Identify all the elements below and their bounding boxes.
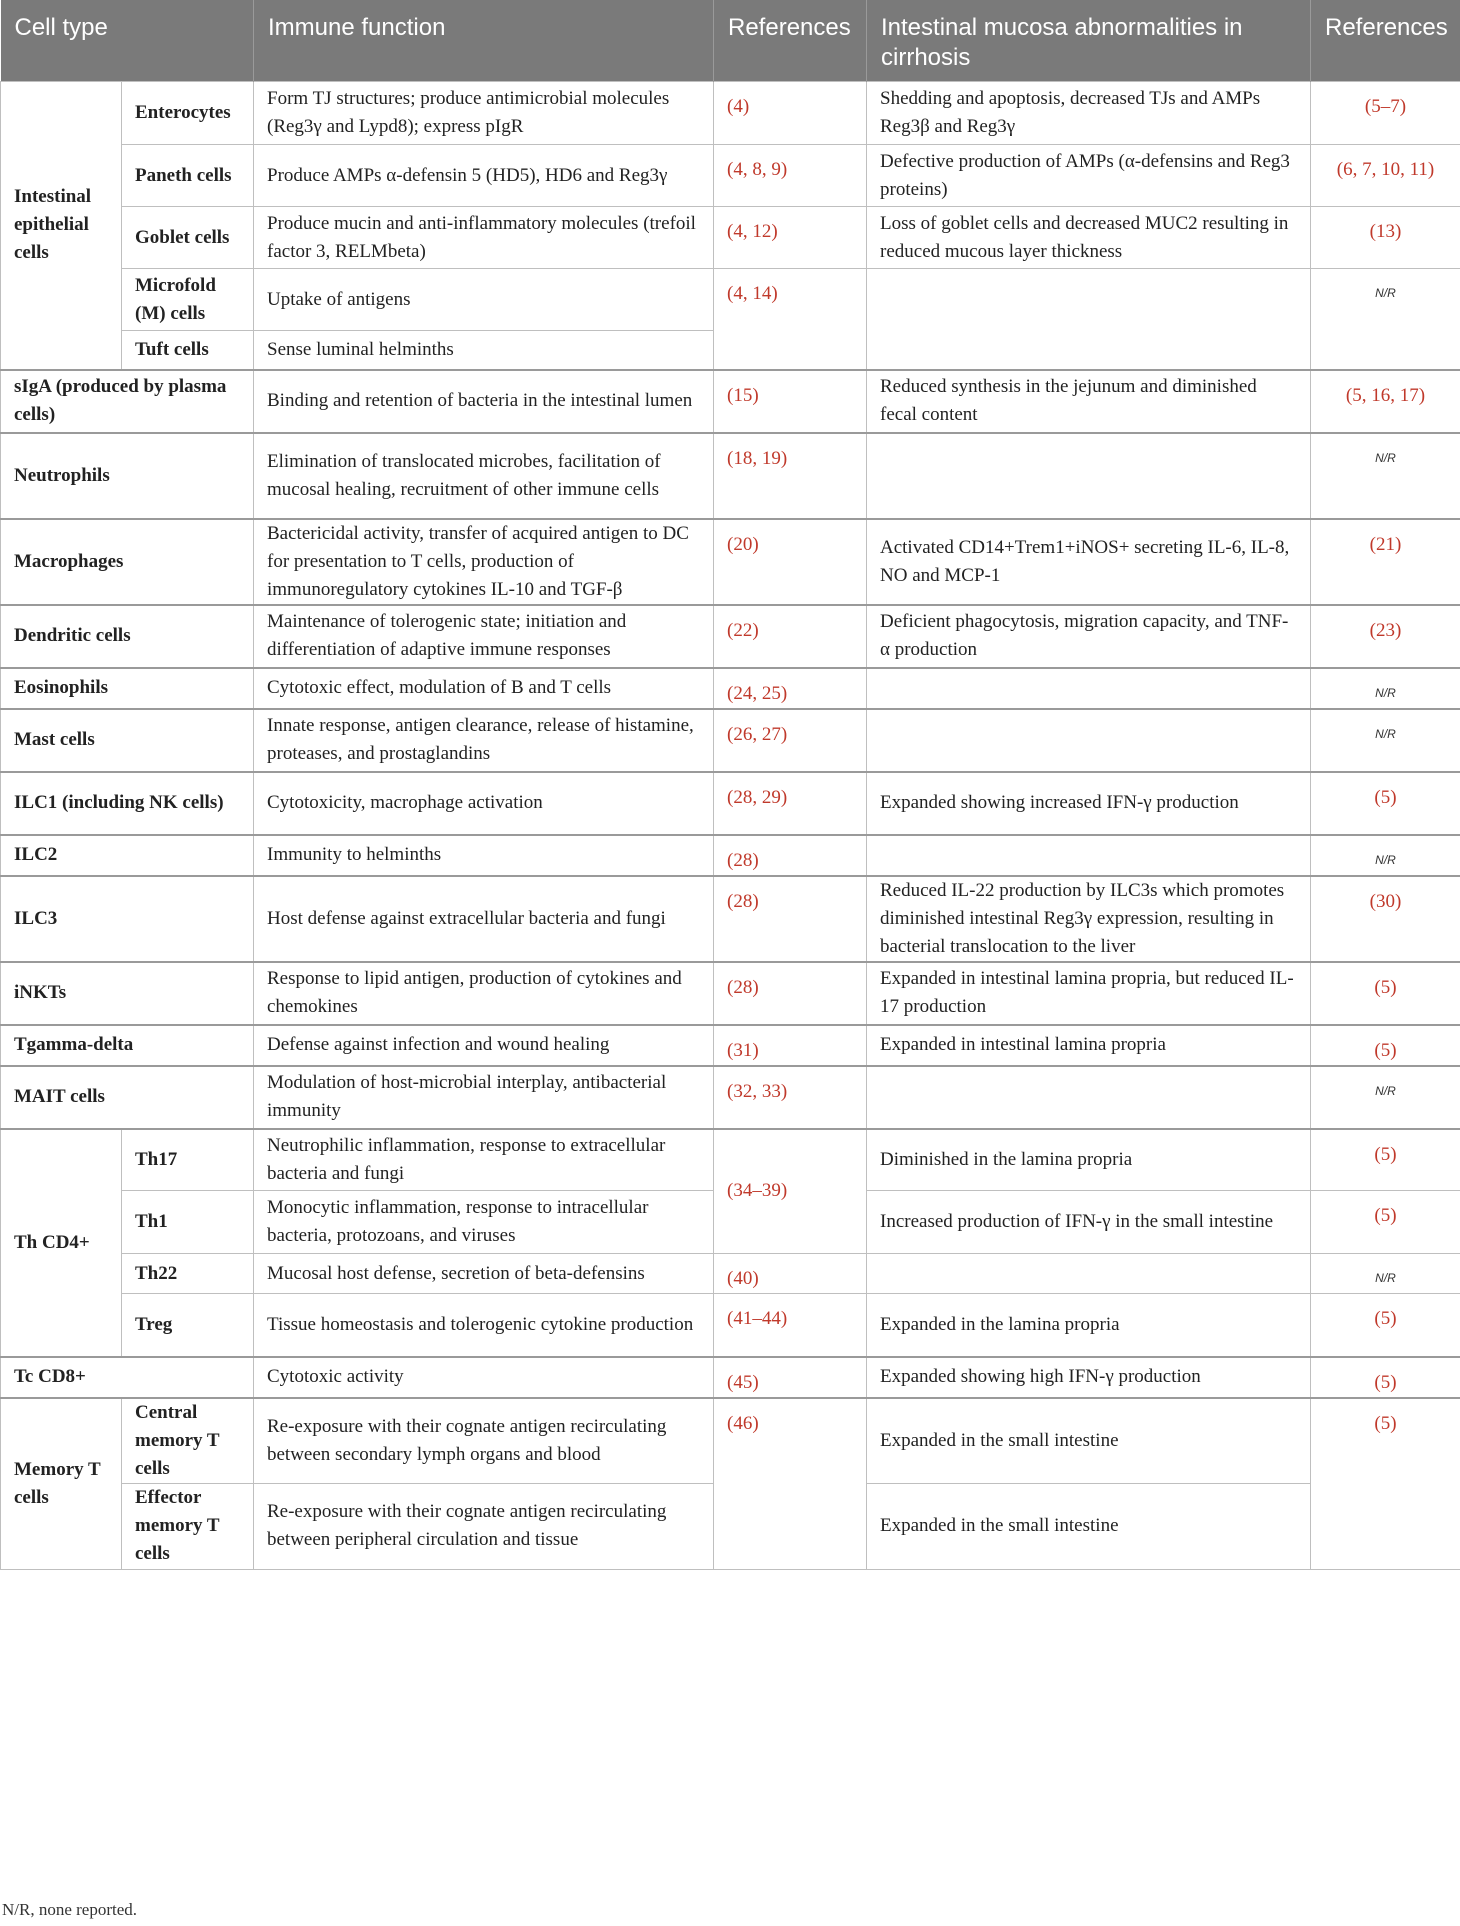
ref-link[interactable]: (20) [714,519,867,605]
function-cell: Tissue homeostasis and tolerogenic cytokine production [254,1294,714,1357]
abnormality-cell: Defective production of AMPs (α-defensins and Reg3 proteins) [867,145,1311,207]
table-row [1,709,1460,772]
footnote: N/R, none reported. [2,1900,138,1919]
ref-link[interactable]: (15) [714,370,867,433]
row-label-dendritic: Dendritic cells [1,605,254,668]
nr-label: N/R [1311,269,1460,370]
ref-link[interactable]: (32, 33) [714,1066,867,1129]
function-cell: Re-exposure with their cognate antigen recirculating between peripheral circulation and tissue [254,1483,714,1569]
ref-link[interactable]: (5) [1311,1294,1460,1357]
function-cell: Produce AMPs α-defensin 5 (HD5), HD6 and Reg3γ [254,145,714,207]
ref-link[interactable]: (28) [714,962,867,1025]
row-label-ilc1: ILC1 (including NK cells) [1,772,254,835]
row-label-goblet: Goblet cells [122,207,254,269]
function-cell: Cytotoxicity, macrophage activation [254,772,714,835]
table-row [1,370,1460,433]
table-row [1,145,1460,207]
ref-link[interactable]: (6, 7, 10, 11) [1311,145,1460,207]
table-row [1,1254,1460,1294]
table-row [1,772,1460,835]
ref-link[interactable]: (34–39) [714,1129,867,1254]
function-cell: Re-exposure with their cognate antigen recirculating between secondary lymph organs and blood [254,1398,714,1484]
ref-link[interactable]: (26, 27) [714,709,867,772]
nr-label: N/R [1311,668,1460,709]
function-cell: Binding and retention of bacteria in the intestinal lumen [254,370,714,433]
ref-link[interactable]: (46) [714,1398,867,1570]
table-row [1,1398,1460,1484]
row-label-microfold: Microfold (M) cells [122,269,254,331]
row-label-treg: Treg [122,1294,254,1357]
abnormality-cell-empty [867,269,1311,370]
ref-link[interactable]: (28) [714,835,867,876]
ref-link[interactable]: (5, 16, 17) [1311,370,1460,433]
row-label-inkt: iNKTs [1,962,254,1025]
function-cell: Uptake of antigens [254,269,714,331]
ref-link[interactable]: (30) [1311,876,1460,962]
abnormality-cell: Expanded in intestinal lamina propria [867,1025,1311,1066]
ref-link[interactable]: (23) [1311,605,1460,668]
function-cell: Immunity to helminths [254,835,714,876]
table-row [1,207,1460,269]
group-label-th: Th CD4+ [1,1129,122,1357]
function-cell: Host defense against extracellular bacteria and fungi [254,876,714,962]
function-cell: Sense luminal helminths [254,331,714,370]
function-cell: Cytotoxic activity [254,1357,714,1398]
abnormality-cell-empty [867,668,1311,709]
table-row [1,82,1460,145]
row-label-central: Central memory T cells [122,1398,254,1484]
ref-link[interactable]: (5) [1311,1398,1460,1570]
row-label-neutrophils: Neutrophils [1,433,254,519]
nr-label: N/R [1311,433,1460,519]
nr-label: N/R [1311,709,1460,772]
header-cell-type: Cell type [1,0,254,82]
nr-label: N/R [1311,1066,1460,1129]
table-row [1,1025,1460,1066]
ref-link[interactable]: (5–7) [1311,82,1460,145]
abnormality-cell: Activated CD14+Trem1+iNOS+ secreting IL-6, IL-8, NO and MCP-1 [867,519,1311,605]
row-label-th1: Th1 [122,1191,254,1254]
row-label-effector: Effector memory T cells [122,1483,254,1569]
row-label-tuft: Tuft cells [122,331,254,370]
ref-link[interactable]: (45) [714,1357,867,1398]
ref-link[interactable]: (18, 19) [714,433,867,519]
table-row [1,1066,1460,1129]
row-label-paneth: Paneth cells [122,145,254,207]
abnormality-cell: Expanded in the small intestine [867,1483,1311,1569]
row-label-th22: Th22 [122,1254,254,1294]
group-label-memory: Memory T cells [1,1398,122,1570]
ref-link[interactable]: (5) [1311,1191,1460,1254]
function-cell: Defense against infection and wound healing [254,1025,714,1066]
table-row [1,876,1460,962]
table-row [1,1294,1460,1357]
function-cell: Mucosal host defense, secretion of beta-defensins [254,1254,714,1294]
row-label-ilc3: ILC3 [1,876,254,962]
abnormality-cell: Loss of goblet cells and decreased MUC2 resulting in reduced mucous layer thickness [867,207,1311,269]
abnormality-cell: Expanded in the small intestine [867,1398,1311,1484]
table-row [1,1129,1460,1191]
row-label-eosinophils: Eosinophils [1,668,254,709]
function-cell: Response to lipid antigen, production of cytokines and chemokines [254,962,714,1025]
abnormality-cell-empty [867,1254,1311,1294]
ref-link[interactable]: (5) [1311,772,1460,835]
ref-link[interactable]: (5) [1311,1357,1460,1398]
row-label-enterocytes: Enterocytes [122,82,254,145]
function-cell: Neutrophilic inflammation, response to extracellular bacteria and fungi [254,1129,714,1191]
header-references-1: References [714,0,867,82]
ref-link[interactable]: (40) [714,1254,867,1294]
function-cell: Elimination of translocated microbes, facilitation of mucosal healing, recruitment of other immune cells [254,433,714,519]
header-immune-function: Immune function [254,0,714,82]
ref-link[interactable]: (21) [1311,519,1460,605]
ref-link[interactable]: (24, 25) [714,668,867,709]
ref-link[interactable]: (28, 29) [714,772,867,835]
table-row [1,962,1460,1025]
abnormality-cell: Expanded in intestinal lamina propria, but reduced IL-17 production [867,962,1311,1025]
abnormality-cell-empty [867,433,1311,519]
abnormality-cell: Diminished in the lamina propria [867,1129,1311,1191]
row-label-ilc2: ILC2 [1,835,254,876]
header-references-2: References [1311,0,1460,82]
row-label-siga: sIgA (produced by plasma cells) [1,370,254,433]
abnormality-cell: Reduced IL-22 production by ILC3s which promotes diminished intestinal Reg3γ expression, resulting in bacterial translocation to the liver [867,876,1311,962]
group-label-iec: Intestinal epithelial cells [1,82,122,370]
function-cell: Bactericidal activity, transfer of acquired antigen to DC for presentation to T cells, production of immunoregulatory cytokines IL-10 and TGF-β [254,519,714,605]
table-row [1,668,1460,709]
function-cell: Innate response, antigen clearance, release of histamine, proteases, and prostaglandins [254,709,714,772]
ref-link[interactable]: (4, 8, 9) [714,145,867,207]
ref-link[interactable]: (4, 12) [714,207,867,269]
abnormality-cell: Expanded showing increased IFN-γ production [867,772,1311,835]
abnormality-cell: Reduced synthesis in the jejunum and diminished fecal content [867,370,1311,433]
ref-link[interactable]: (41–44) [714,1294,867,1357]
abnormality-cell: Expanded showing high IFN-γ production [867,1357,1311,1398]
row-label-th17: Th17 [122,1129,254,1191]
abnormality-cell: Shedding and apoptosis, decreased TJs and AMPs Reg3β and Reg3γ [867,82,1311,145]
table-row [1,433,1460,519]
function-cell: Form TJ structures; produce antimicrobial molecules (Reg3γ and Lypd8); express pIgR [254,82,714,145]
function-cell: Cytotoxic effect, modulation of B and T cells [254,668,714,709]
nr-label: N/R [1311,835,1460,876]
abnormality-cell-empty [867,709,1311,772]
ref-link[interactable]: (5) [1311,962,1460,1025]
nr-label: N/R [1311,1254,1460,1294]
function-cell: Monocytic inflammation, response to intracellular bacteria, protozoans, and viruses [254,1191,714,1254]
row-label-mait: MAIT cells [1,1066,254,1129]
table-row [1,269,1460,331]
ref-link[interactable]: (28) [714,876,867,962]
ref-link[interactable]: (4, 14) [714,269,867,370]
function-cell: Produce mucin and anti-inflammatory molecules (trefoil factor 3, RELMbeta) [254,207,714,269]
function-cell: Maintenance of tolerogenic state; initiation and differentiation of adaptive immune responses [254,605,714,668]
row-label-tc: Tc CD8+ [1,1357,254,1398]
abnormality-cell: Deficient phagocytosis, migration capacity, and TNF-α production [867,605,1311,668]
header-abnormalities: Intestinal mucosa abnormalities in cirrhosis [867,0,1311,82]
table-row [1,1357,1460,1398]
table-row [1,835,1460,876]
table-row [1,605,1460,668]
ref-link[interactable]: (5) [1311,1025,1460,1066]
abnormality-cell-empty [867,835,1311,876]
ref-link[interactable]: (31) [714,1025,867,1066]
ref-link[interactable]: (5) [1311,1129,1460,1191]
ref-link[interactable]: (22) [714,605,867,668]
abnormality-cell-empty [867,1066,1311,1129]
ref-link[interactable]: (4) [714,82,867,145]
function-cell: Modulation of host-microbial interplay, antibacterial immunity [254,1066,714,1129]
abnormality-cell: Increased production of IFN-γ in the small intestine [867,1191,1311,1254]
abnormality-cell: Expanded in the lamina propria [867,1294,1311,1357]
row-label-macrophages: Macrophages [1,519,254,605]
table-row [1,519,1460,605]
row-label-mast: Mast cells [1,709,254,772]
ref-link[interactable]: (13) [1311,207,1460,269]
row-label-tgd: Tgamma-delta [1,1025,254,1066]
header-row [1,0,1460,82]
